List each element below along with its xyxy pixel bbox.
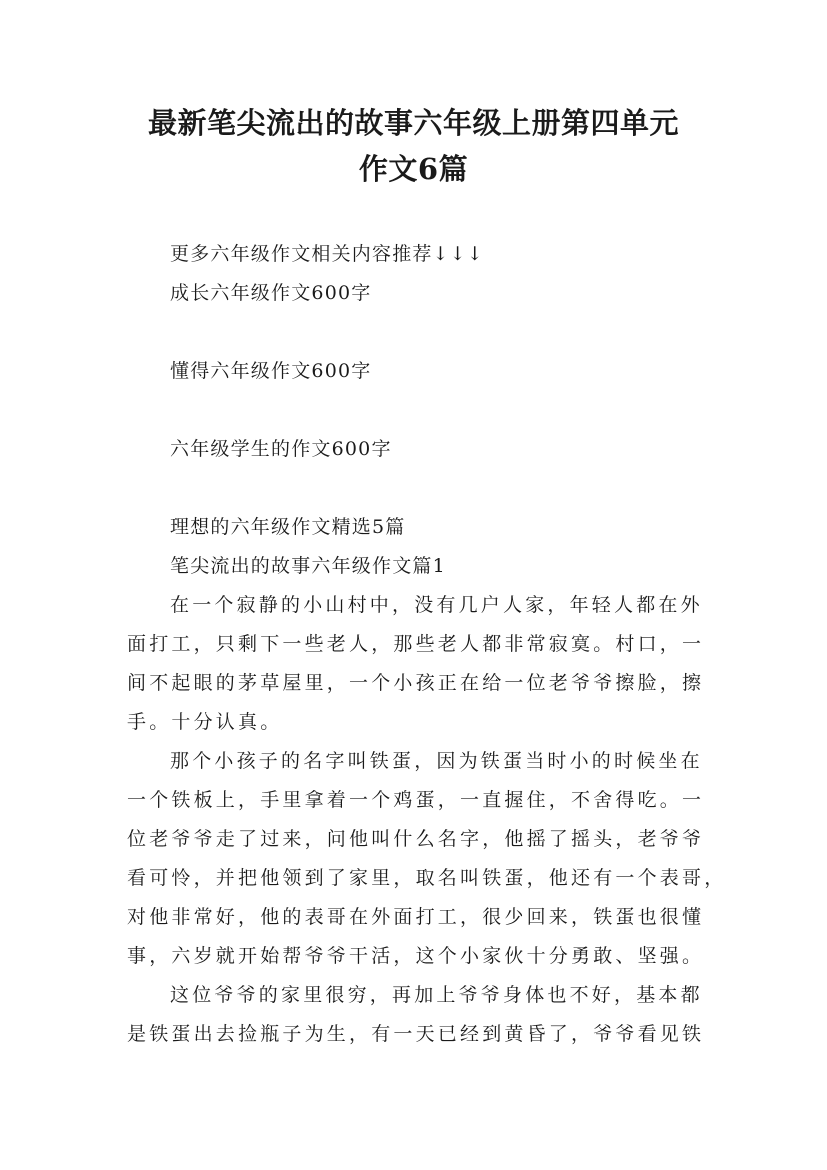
section-heading: 笔尖流出的故事六年级作文篇1: [170, 555, 446, 577]
paragraph-2-line-6: 事，六岁就开始帮爷爷干活，这个小家伙十分勇敢、坚强。: [127, 945, 705, 967]
recommend-link-student-essay[interactable]: 六年级学生的作文600字: [170, 438, 392, 460]
paragraph-2-line-3: 位老爷爷走了过来，问他叫什么名字，他摇了摇头，老爷爷: [127, 828, 705, 850]
paragraph-1-line-1: 在一个寂静的小山村中，没有几户人家，年轻人都在外: [170, 594, 703, 616]
recommend-link-ideal[interactable]: 理想的六年级作文精选5篇: [170, 516, 406, 538]
paragraph-3-line-1: 这位爷爷的家里很穷，再加上爷爷身体也不好，基本都: [170, 984, 703, 1006]
recommend-header: 更多六年级作文相关内容推荐↓↓↓: [170, 243, 484, 265]
paragraph-1-line-2: 面打工，只剩下一些老人，那些老人都非常寂寞。村口，一: [127, 633, 705, 655]
recommend-link-understanding[interactable]: 懂得六年级作文600字: [170, 360, 372, 382]
paragraph-2-line-4: 看可怜，并把他领到了家里，取名叫铁蛋，他还有一个表哥，: [127, 867, 727, 889]
document-title-line-2: 作文6篇: [358, 152, 469, 186]
paragraph-3-line-2: 是铁蛋出去捡瓶子为生，有一天已经到黄昏了，爷爷看见铁: [127, 1023, 705, 1045]
paragraph-2-line-1: 那个小孩子的名字叫铁蛋，因为铁蛋当时小的时候坐在: [170, 750, 703, 772]
paragraph-2-line-2: 一个铁板上，手里拿着一个鸡蛋，一直握住，不舍得吃。一: [127, 789, 705, 811]
paragraph-1-line-4: 手。十分认真。: [127, 711, 283, 733]
paragraph-2-line-5: 对他非常好，他的表哥在外面打工，很少回来，铁蛋也很懂: [127, 906, 705, 928]
recommend-link-growth[interactable]: 成长六年级作文600字: [170, 282, 372, 304]
paragraph-1-line-3: 间不起眼的茅草屋里，一个小孩正在给一位老爷爷擦脸，擦: [127, 672, 705, 694]
document-title-line-1: 最新笔尖流出的故事六年级上册第四单元: [147, 106, 679, 140]
